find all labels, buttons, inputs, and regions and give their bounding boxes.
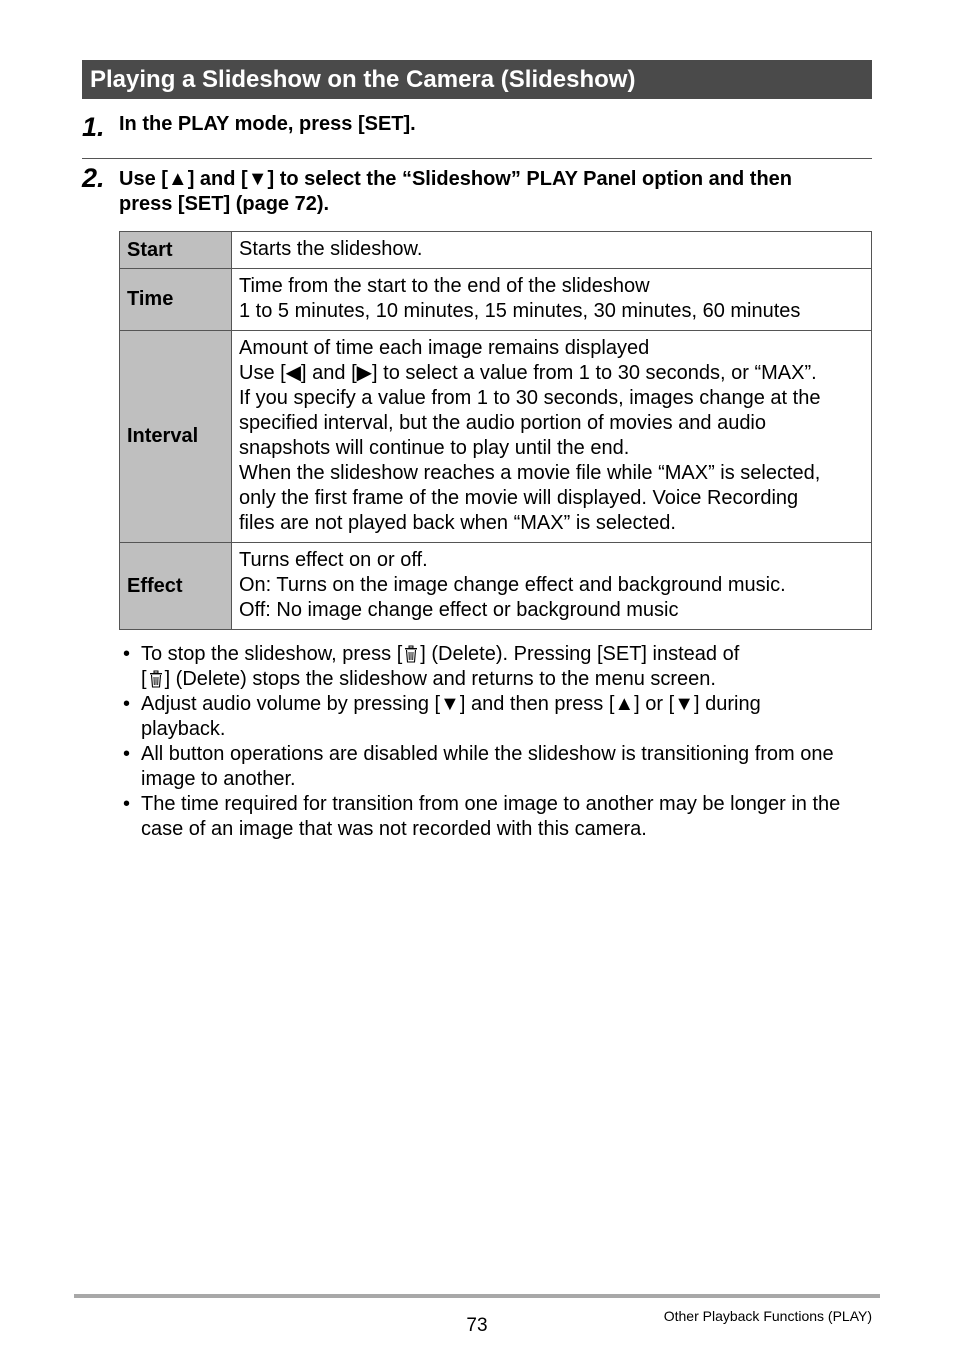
row-label: Start (120, 232, 232, 269)
step-number: 1. (82, 112, 105, 142)
step-text (119, 167, 872, 217)
footer-section-label: Other Playback Functions (PLAY) (663, 1308, 872, 1324)
note-line: image to another. (141, 768, 296, 790)
row-description (232, 543, 872, 630)
row-description (232, 331, 872, 543)
list-item (119, 642, 879, 692)
step-text (119, 112, 872, 137)
list-item (119, 742, 879, 792)
footer-divider (74, 1294, 880, 1298)
note-text: [ (141, 668, 147, 690)
list-item (119, 792, 879, 842)
table-row-start (120, 232, 872, 269)
desc-line: 1 to 5 minutes, 10 minutes, 15 minutes, 30 minutes, 60 minutes (239, 300, 801, 322)
desc-line: Turns effect on or off. (239, 549, 428, 571)
desc-line: files are not played back when “MAX” is selected. (239, 512, 676, 534)
note-line (141, 667, 879, 692)
desc-line: On: Turns on the image change effect and background music. (239, 574, 786, 596)
note-text: ] (Delete). Pressing [SET] instead of (420, 643, 740, 665)
notes-list (119, 642, 879, 842)
list-item (119, 692, 879, 742)
desc-line: snapshots will continue to play until the end. (239, 437, 630, 459)
trash-icon (404, 645, 418, 663)
desc-line: only the first frame of the movie will displayed. Voice Recording (239, 487, 799, 509)
trash-icon (149, 670, 163, 688)
page-number: 73 (466, 1315, 488, 1336)
table-row-effect (120, 543, 872, 630)
section-title: Playing a Slideshow on the Camera (Slideshow) (82, 60, 872, 99)
step-line: press [SET] (page 72). (119, 193, 330, 215)
step-1 (82, 112, 872, 152)
row-label: Time (120, 269, 232, 331)
desc-line: Starts the slideshow. (239, 238, 423, 260)
desc-line: specified interval, but the audio portion of movies and audio (239, 412, 767, 434)
desc-line: If you specify a value from 1 to 30 seconds, images change at the (239, 387, 821, 409)
step-line: Use [▲] and [▼] to select the “Slideshow” PLAY Panel option and then (119, 168, 793, 190)
desc-line: Off: No image change effect or background music (239, 599, 679, 621)
row-description (232, 232, 872, 269)
desc-line: Time from the start to the end of the slideshow (239, 275, 650, 297)
slideshow-options-table (119, 231, 872, 630)
note-line (141, 642, 879, 667)
note-line: • All button operations are disabled while the slideshow is transitioning from one (141, 743, 834, 765)
note-line: case of an image that was not recorded with this camera. (141, 818, 647, 840)
desc-line: Amount of time each image remains displayed (239, 337, 650, 359)
desc-line: When the slideshow reaches a movie file while “MAX” is selected, (239, 462, 821, 484)
note-line: • Adjust audio volume by pressing [▼] and then press [▲] or [▼] during (141, 693, 761, 715)
note-line: playback. (141, 718, 226, 740)
note-line: • The time required for transition from one image to another may be longer in the (141, 793, 841, 815)
table-row-interval (120, 331, 872, 543)
step-2 (82, 158, 872, 223)
row-label: Effect (120, 543, 232, 630)
step-line: In the PLAY mode, press [SET]. (119, 113, 416, 135)
row-label: Interval (120, 331, 232, 543)
note-text: ] (Delete) stops the slideshow and returns to the menu screen. (164, 668, 716, 690)
note-text: To stop the slideshow, press [ (141, 643, 403, 665)
step-number: 2. (82, 163, 105, 193)
row-description (232, 269, 872, 331)
table-row-time (120, 269, 872, 331)
desc-line: Use [◀] and [▶] to select a value from 1 to 30 seconds, or “MAX”. (239, 362, 817, 384)
